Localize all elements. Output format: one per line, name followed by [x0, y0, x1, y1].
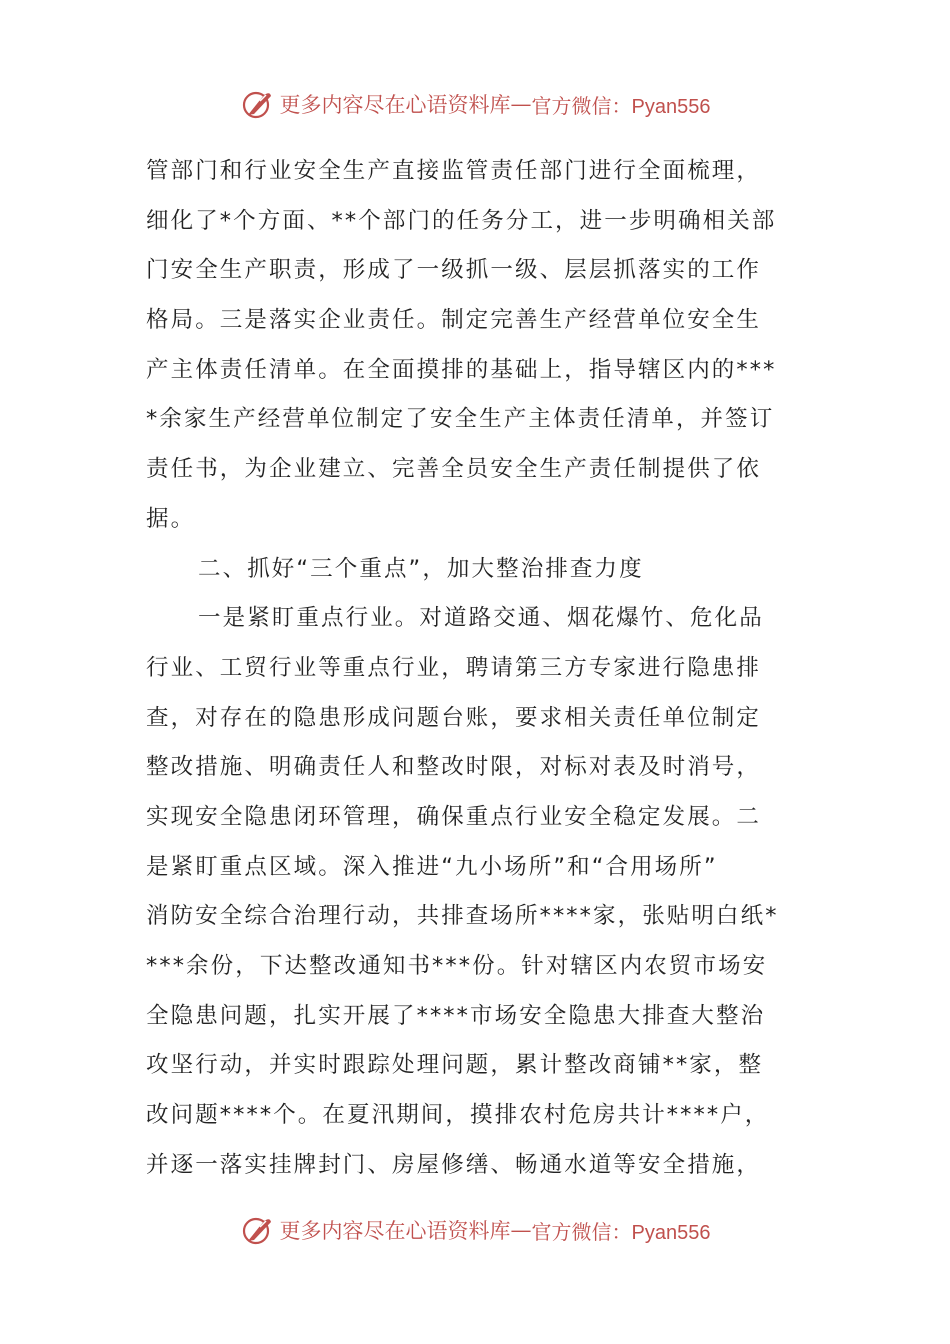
footer-watermark-banner: [0, 1210, 950, 1250]
text-line: ***余份，下达整改通知书***份。针对辖区内农贸市场安: [146, 953, 768, 979]
quill-pen-logo-icon: [240, 1213, 274, 1247]
header-watermark-banner: [0, 84, 950, 124]
text-line: 责任书，为企业建立、完善全员安全生产责任制提供了依: [146, 456, 762, 483]
banner-separator: —: [510, 1218, 532, 1242]
text-line: 是紧盯重点区域。深入推进“九小场所”和“合用场所”: [146, 853, 718, 880]
text-line: 改问题****个。在夏汛期间，摸排农村危房共计****户，: [146, 1102, 770, 1129]
banner-wechat: 官方微信：Pyan556: [531, 1221, 711, 1244]
text-line: *余家生产经营单位制定了安全生产主体责任清单，并签订: [146, 406, 775, 433]
banner-title: 更多内容尽在心语资料库: [279, 93, 511, 117]
banner-wechat: 官方微信：Pyan556: [531, 95, 711, 118]
section-heading: 二、抓好“三个重点”，加大整治排查力度: [198, 555, 644, 582]
text-line: 细化了*个方面、**个部门的任务分工，进一步明确相关部: [146, 207, 777, 234]
text-line: 一是紧盯重点行业。对道路交通、烟花爆竹、危化品: [198, 605, 764, 632]
text-line: 并逐一落实挂牌封门、房屋修缮、畅通水道等安全措施，: [146, 1151, 762, 1178]
quill-pen-logo-icon: [240, 87, 274, 121]
text-line: 管部门和行业安全生产直接监管责任部门进行全面梳理，: [146, 158, 762, 184]
text-line: 行业、工贸行业等重点行业，聘请第三方专家进行隐患排: [146, 654, 762, 681]
text-line: 门安全生产职责，形成了一级抓一级、层层抓落实的工作: [146, 257, 762, 284]
text-line: 攻坚行动，并实时跟踪处理问题，累计整改商铺**家，整: [146, 1052, 764, 1079]
text-line: 消防安全综合治理行动，共排查场所****家，张贴明白纸*: [146, 903, 779, 930]
document-body: [146, 147, 808, 1190]
text-line: 实现安全隐患闭环管理，确保重点行业安全稳定发展。二: [146, 803, 762, 830]
text-line: 产主体责任清单。在全面摸排的基础上，指导辖区内的***: [146, 356, 777, 383]
text-line: 查，对存在的隐患形成问题台账，要求相关责任单位制定: [146, 704, 762, 731]
text-line: 格局。三是落实企业责任。制定完善生产经营单位安全生: [146, 307, 762, 334]
text-line: 整改措施、明确责任人和整改时限，对标对表及时消号，: [146, 754, 762, 781]
banner-title: 更多内容尽在心语资料库: [279, 1219, 511, 1243]
text-line: 全隐患问题，扎实开展了****市场安全隐患大排查大整治: [146, 1002, 766, 1029]
text-line: 据。: [146, 505, 196, 532]
banner-separator: —: [510, 92, 532, 116]
